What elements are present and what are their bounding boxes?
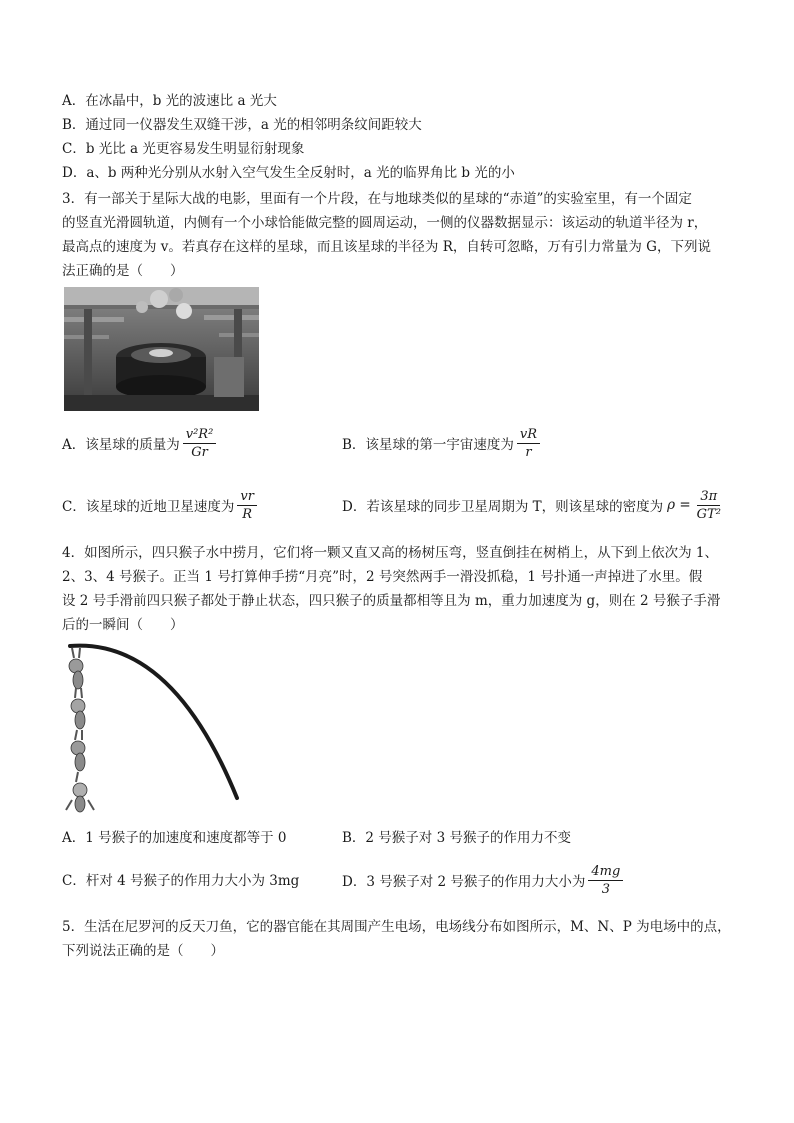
q3-option-c-fraction [237,489,257,522]
q3-option-b [342,422,543,464]
q3-option-c [62,484,260,526]
q2-option-c: C．b 光比 a 光更容易发生明显衍射现象 [62,141,305,157]
q4-option-d-numerator: 4mg [588,864,623,881]
q3-options-row-2 [62,484,742,526]
q3-stem-line-2: 的竖直光滑圆轨道，内侧有一个小球恰能做完整的圆周运动，一侧的仪器数据显示：该运动的轨道半径为 r， [62,215,708,231]
q4-stem-line-2: 2、3、4 号猴子。正当 1 号打算伸手捞“月亮”时，2 号突然两手一滑没抓稳，1 号扑通一声掉进了水里。假 [62,569,703,585]
q3-option-d-fraction [694,489,724,522]
q3-stem-line-3: 最高点的速度为 v。若真存在这样的星球，而且该星球的半径为 R，自转可忽略，万有引力常量为 G，下列说 [62,239,711,255]
q3-option-b-numerator: vR [517,427,540,444]
q5-stem-line-2: 下列说法正确的是（ ） [62,943,224,959]
q4-option-d-fraction [588,864,623,897]
q3-lab-photo [64,287,259,411]
q3-option-d-formula [667,489,727,522]
q4-monkey-tree-figure [62,640,252,820]
q4-stem-line-3: 设 2 号手滑前四只猴子都处于静止状态，四只猴子的质量都相等且为 m，重力加速度为 g，则在 2 号猴子手滑 [62,593,721,609]
q3-option-d-denominator: GT² [696,506,721,522]
q4-option-a: A．1 号猴子的加速度和速度都等于 0 [62,830,287,846]
q2-option-a: A．在冰晶中，b 光的波速比 a 光大 [62,93,277,109]
lab-photo-illustration [64,287,259,411]
monkey-2-icon [71,730,85,771]
q4-stem-line-4: 后的一瞬间（ ） [62,617,184,633]
monkey-3-icon [71,688,85,729]
q4-option-d-text: D．3 号猴子对 2 号猴子的作用力大小为 [342,874,586,890]
q3-option-a-numerator: v²R² [183,427,217,444]
monkey-tree-illustration [62,640,252,820]
q3-option-d [342,484,727,526]
q3-option-a-denominator: Gr [191,444,208,460]
q4-option-b: B．2 号猴子对 3 号猴子的作用力不变 [342,830,571,846]
q3-option-d-numerator: 3π [697,489,720,506]
q4-option-d-denominator: 3 [601,881,610,897]
q3-option-c-numerator: vr [237,489,257,506]
q4-option-d [342,858,626,902]
q3-option-b-text: B．该星球的第一宇宙速度为 [342,437,514,453]
q3-option-c-text: C．该星球的近地卫星速度为 [62,499,235,515]
q4-stem-line-1: 4．如图所示，四只猴子水中捞月，它们将一颗又直又高的杨树压弯，竖直倒挂在树梢上，从下到上依次为 1、 [62,545,718,561]
q2-option-b: B．通过同一仪器发生双缝干涉，a 光的相邻明条纹间距较大 [62,117,422,133]
q3-option-a-fraction [183,427,217,460]
q4-option-c: C．杆对 4 号猴子的作用力大小为 3mg [62,873,300,889]
monkey-4-icon [69,648,83,689]
q2-option-d: D．a、b 两种光分别从水射入空气发生全反射时，a 光的临界角比 b 光的小 [62,165,515,181]
q5-stem-line-1: 5．生活在尼罗河的反天刀鱼，它的器官能在其周围产生电场，电场线分布如图所示，M、N、P 为电场中的点， [62,919,731,935]
q3-option-d-text: D．若该星球的同步卫星周期为 T，则该星球的密度为 [342,499,664,515]
q3-option-a-text: A．该星球的质量为 [62,437,180,453]
q3-options-row-1 [62,422,742,464]
q3-option-b-fraction [517,427,540,460]
q3-stem-line-4: 法正确的是（ ） [62,263,184,279]
q3-stem-line-1: 3．有一部关于星际大战的电影，里面有一个片段，在与地球类似的星球的“赤道”的实验室里，有一个固定 [62,191,692,207]
monkey-1-icon [66,772,94,812]
q3-option-d-lhs: ρ = [667,497,691,513]
q3-option-b-denominator: r [525,444,532,460]
q3-option-c-denominator: R [242,506,253,522]
q3-option-a [62,422,219,464]
